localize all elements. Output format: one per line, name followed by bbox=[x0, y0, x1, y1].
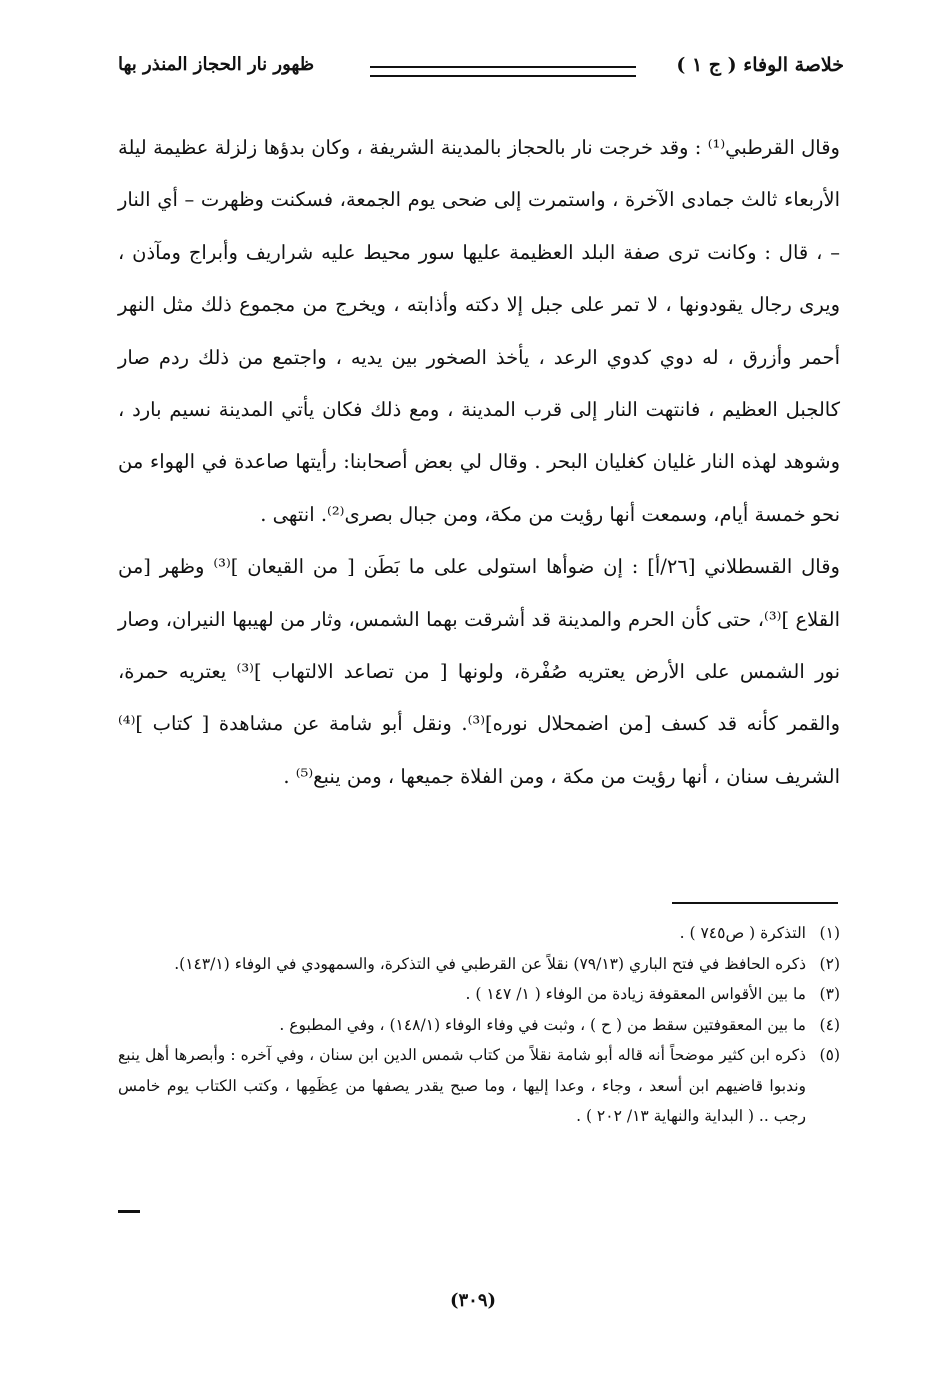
footnote-item bbox=[118, 1040, 840, 1132]
footnote-item bbox=[118, 979, 840, 1010]
footnote-item bbox=[118, 918, 840, 949]
main-text bbox=[118, 122, 840, 803]
footnote-item bbox=[118, 1010, 840, 1041]
paragraph-qastallani: وقال القسطلاني [٢٦/أ] : إن ضوأها استولى على ما بَطَن [ من القيعان ]⁽³⁾ وظهر [من القلاع ]⁽³⁾، حتى كأن الحرم والمدينة قد أشرقت بهما الشمس، وثار من لهيبها النيران، وصار نور الشمس على الأرض يعتريه صُفْرة، ولونها [ من تصاعد الالتهاب ]⁽³⁾ يعتريه حمرة، والقمر كأنه قد كسف [من اضمحلال نوره]⁽³⁾. ونقل أبو شامة عن مشاهدة [ كتاب ]⁽⁴⁾ الشريف سنان ، أنها رؤيت من مكة ، ومن الفلاة جميعها ، ومن ينبع⁽⁵⁾ . bbox=[118, 555, 841, 788]
footnote-item bbox=[118, 949, 840, 980]
footnote-text: ما بين المعقوفتين سقط من ( ح ) ، وثبت في وفاء الوفاء (١٤٨/١) ، وفي المطبوع . bbox=[279, 1015, 806, 1034]
footnote-separator bbox=[672, 902, 838, 904]
footnote-number: (٤) bbox=[819, 1015, 840, 1034]
header-rule bbox=[370, 66, 636, 77]
page-number: (٣٠٩) bbox=[449, 1290, 497, 1311]
footnotes bbox=[118, 918, 840, 1132]
footnote-number: (١) bbox=[819, 924, 840, 942]
footnote-text: ذكره الحافظ في فتح الباري (٧٩/١٣) نقلاً عن القرطبي في التذكرة، والسمهودي في الوفاء (١٤٣/١). bbox=[174, 954, 806, 973]
footnote-number: (٣) bbox=[819, 985, 840, 1003]
header-section-title: ظهور نار الحجاز المنذر بها bbox=[118, 54, 315, 75]
footnote-number: (٥) bbox=[819, 1046, 840, 1064]
footnote-number: (٢) bbox=[819, 954, 840, 973]
footnote-text: ما بين الأقواس المعقوفة زيادة من الوفاء ( ١/ ١٤٧ ) . bbox=[465, 985, 806, 1003]
footnote-text: ذكره ابن كثير موضحاً أنه قاله أبو شامة نقلاً من كتاب شمس الدين ابن سنان ، وفي آخره : وأبصرها أهل ينبع وندبوا قاضيهم ابن أسعد ، وجاء ، وعدا إليها ، وما صبح يقدر يصفها من عِظَمِها ، وكتب الكتاب يوم خامس رجب .. ( البداية والنهاية ١٣/ ٢٠٢ ) . bbox=[118, 1046, 807, 1125]
header-book-title: خلاصة الوفاء ( ج ١ ) bbox=[676, 54, 844, 76]
paragraph-qurtubi: وقال القرطبي⁽¹⁾ : وقد خرجت نار بالحجاز بالمدينة الشريفة ، وكان بدؤها زلزلة عظيمة ليلة الأربعاء ثالث جمادى الآخرة ، واستمرت إلى ضحى يوم الجمعة، فسكنت وظهرت – أي النار – ، قال : وكانت ترى صفة البلد العظيمة عليها سور محيط عليه شراريف وأبراج ومآذن ، ويرى رجال يقودونها ، لا تمر على جبل إلا دكته وأذابته ، ويخرج من مجموع ذلك مثل النهر أحمر وأزرق ، له دوي كدوي الرعد ، يأخذ الصخور بين يديه ، واجتمع من ذلك ردم صار كالجبل العظيم ، فانتهت النار إلى قرب المدينة ، ومع ذلك فكان يأتي المدينة نسيم بارد ، وشوهد لهذه النار غليان كغليان البحر . وقال لي بعض أصحابنا: رأيتها صاعدة في الهواء من نحو خمسة أيام، وسمعت أنها رؤيت من مكة، ومن جبال بصرى⁽²⁾. انتهى . bbox=[118, 136, 840, 526]
footnote-end-mark bbox=[118, 1210, 140, 1213]
running-header bbox=[118, 52, 844, 92]
footnote-text: التذكرة ( ص٧٤٥ ) . bbox=[679, 924, 806, 942]
